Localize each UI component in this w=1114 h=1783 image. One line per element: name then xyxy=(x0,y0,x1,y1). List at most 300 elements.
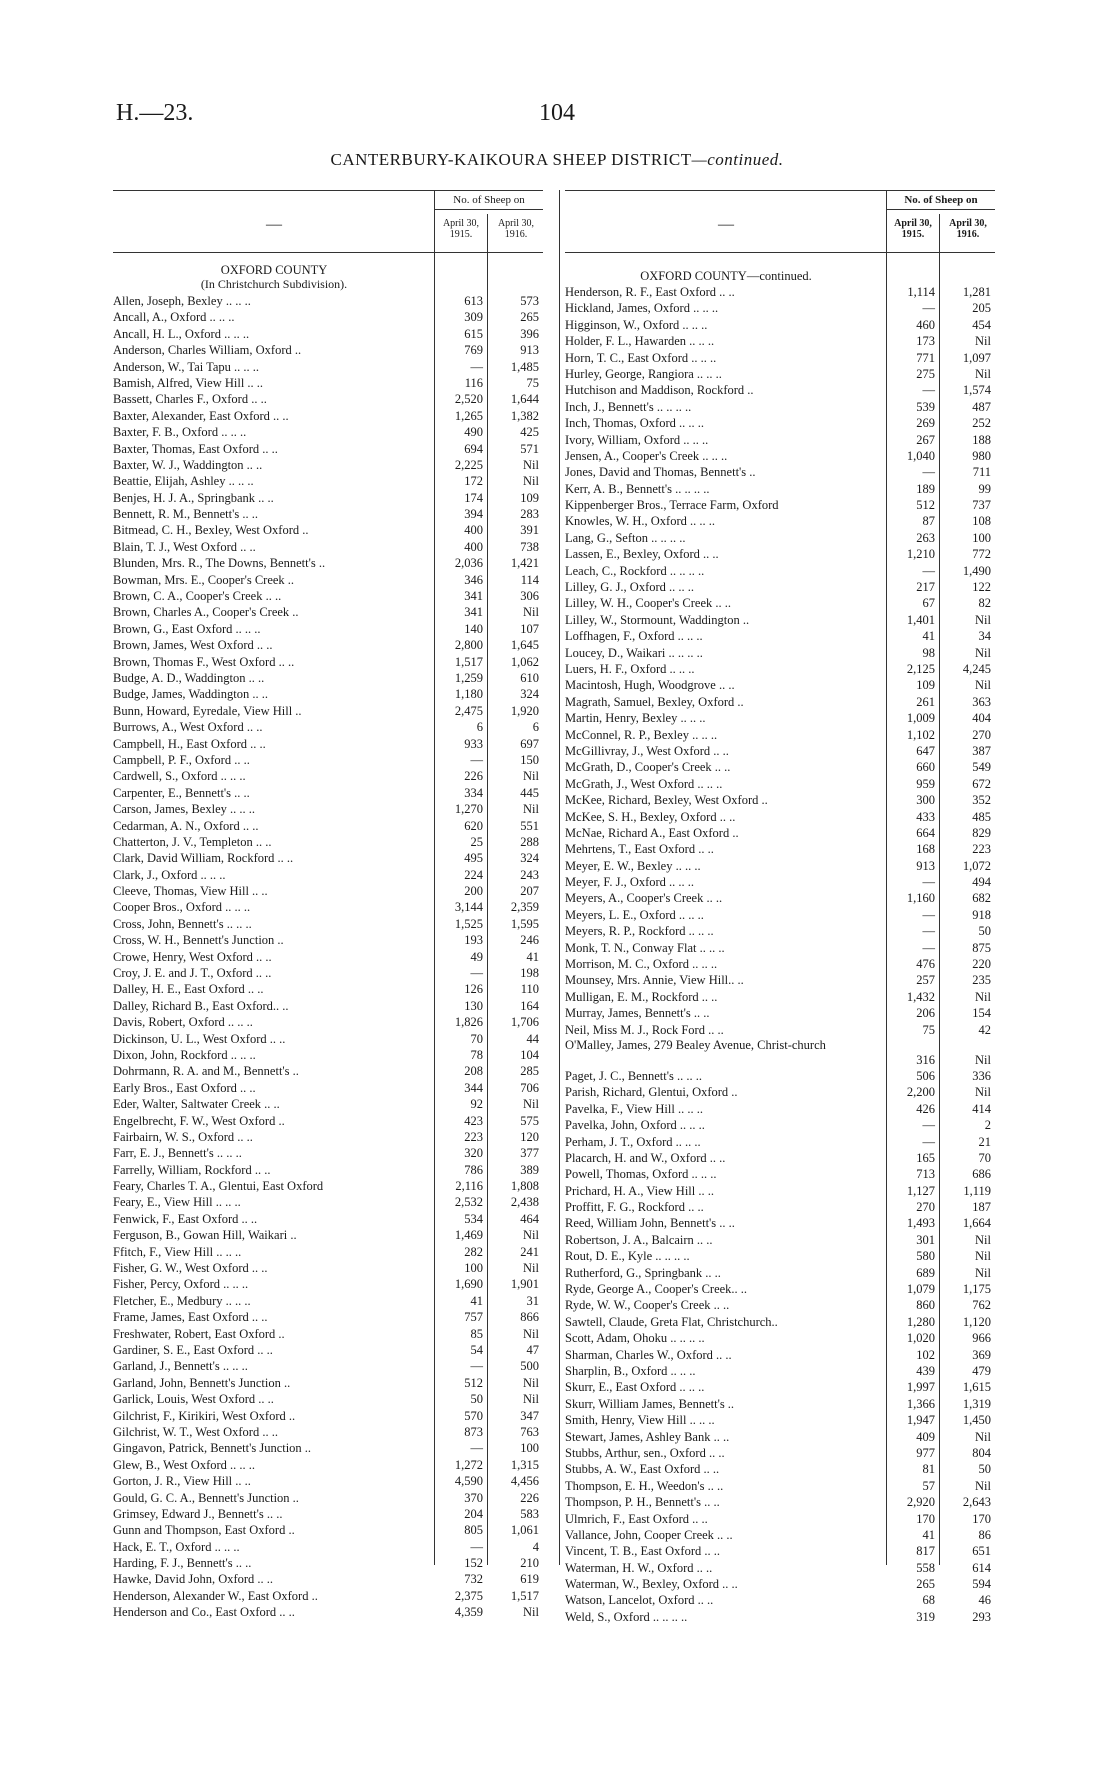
sheep-1916: 100 xyxy=(972,530,991,545)
sheep-1915: — xyxy=(922,1134,935,1149)
owner-name: Feary, E., View Hill .. .. .. xyxy=(113,1195,241,1210)
table-row xyxy=(565,1183,995,1199)
owner-name: Vallance, John, Cooper Creek .. .. xyxy=(565,1527,733,1542)
sheep-1916: 1,382 xyxy=(510,408,539,423)
owner-name: Meyers, L. E., Oxford .. .. .. xyxy=(565,907,704,922)
sheep-1916: Nil xyxy=(523,1326,539,1341)
table-row xyxy=(565,382,995,398)
owner-name: Meyers, A., Cooper's Creek .. .. xyxy=(565,891,723,906)
owner-name: Lilley, W., Stormount, Waddington .. xyxy=(565,612,750,627)
table-row xyxy=(113,867,543,883)
table-row xyxy=(113,1276,543,1292)
sheep-1915: 426 xyxy=(916,1101,935,1116)
sheep-1916: 464 xyxy=(520,1211,539,1226)
sheep-1916: 737 xyxy=(972,498,991,513)
owner-name: Scott, Adam, Ohoku .. .. .. .. xyxy=(565,1331,705,1346)
sheep-1915: 109 xyxy=(916,678,935,693)
sheep-1915: 433 xyxy=(916,809,935,824)
owner-name: Baxter, Thomas, East Oxford .. .. xyxy=(113,441,278,456)
table-row xyxy=(113,1342,543,1358)
sheep-1915: 873 xyxy=(464,1424,483,1439)
table-row xyxy=(113,342,543,358)
sheep-1915: 2,200 xyxy=(906,1085,935,1100)
table-row xyxy=(113,572,543,588)
sheep-1916: 324 xyxy=(520,851,539,866)
sheep-1916: 31 xyxy=(526,1293,539,1308)
sheep-1915: 409 xyxy=(916,1429,935,1444)
owner-name: Proffitt, F. G., Rockford .. .. xyxy=(565,1200,704,1215)
table-row xyxy=(565,579,995,595)
owner-name: Grimsey, Edward J., Bennett's .. .. xyxy=(113,1506,283,1521)
sheep-1916: 1,450 xyxy=(962,1413,991,1428)
title-suffix: —continued. xyxy=(691,150,784,169)
owner-name: Baxter, W. J., Waddington .. .. xyxy=(113,457,263,472)
table-row xyxy=(113,539,543,555)
sheep-1915: 4,359 xyxy=(454,1605,483,1620)
sheep-1916: 1,664 xyxy=(962,1216,991,1231)
owner-name: Robertson, J. A., Balcairn .. .. xyxy=(565,1232,713,1247)
sheep-1916: 75 xyxy=(526,375,539,390)
sheep-1916: 352 xyxy=(972,793,991,808)
sheep-1915: 316 xyxy=(916,1052,935,1067)
sheep-1915: 495 xyxy=(464,851,483,866)
table-row xyxy=(565,481,995,497)
table-row xyxy=(565,1150,995,1166)
table-row xyxy=(113,441,543,457)
sheep-1915: 913 xyxy=(916,858,935,873)
sheep-1915: 558 xyxy=(916,1560,935,1575)
sheep-1915: 68 xyxy=(922,1593,935,1608)
table-row xyxy=(565,1314,995,1330)
sheep-1915: 694 xyxy=(464,441,483,456)
sheep-1915: 193 xyxy=(464,933,483,948)
table-row xyxy=(113,1424,543,1440)
table-row xyxy=(113,949,543,965)
sheep-1916: 108 xyxy=(972,514,991,529)
owner-name: Beattie, Elijah, Ashley .. .. .. xyxy=(113,474,254,489)
sheep-1915: 1,997 xyxy=(906,1380,935,1395)
sheep-1916: 46 xyxy=(978,1593,991,1608)
sheep-1915: 261 xyxy=(916,694,935,709)
sheep-1915: 208 xyxy=(464,1064,483,1079)
owner-name: Campbell, P. F., Oxford .. .. xyxy=(113,752,250,767)
owner-name: McConnel, R. P., Bexley .. .. .. xyxy=(565,727,718,742)
owner-name: Reed, William John, Bennett's .. .. xyxy=(565,1216,735,1231)
owner-name: Vincent, T. B., East Oxford .. .. xyxy=(565,1544,721,1559)
sheep-count-header: No. of Sheep on xyxy=(435,194,543,210)
table-row xyxy=(113,1391,543,1407)
table-row xyxy=(565,694,995,710)
owner-name: Gould, G. C. A., Bennett's Junction .. xyxy=(113,1490,299,1505)
sheep-1915: — xyxy=(922,301,935,316)
sheep-1915: 301 xyxy=(916,1232,935,1247)
table-row xyxy=(113,686,543,702)
owner-name: Mulligan, E. M., Rockford .. .. xyxy=(565,989,718,1004)
table-row xyxy=(113,309,543,325)
sheep-1915: 81 xyxy=(922,1462,935,1477)
table-row xyxy=(565,1609,995,1625)
sheep-1915: 341 xyxy=(464,605,483,620)
owner-name: Gilchrist, W. T., West Oxford .. .. xyxy=(113,1424,278,1439)
table-row xyxy=(565,1527,995,1543)
table-row xyxy=(565,743,995,759)
table-row xyxy=(565,1429,995,1445)
owner-name: Dalley, Richard B., East Oxford.. .. xyxy=(113,998,289,1013)
owner-name: Clark, David William, Rockford .. .. xyxy=(113,851,294,866)
owner-name: Allen, Joseph, Bexley .. .. .. xyxy=(113,294,251,308)
table-row xyxy=(113,1178,543,1194)
sheep-1915: 4,590 xyxy=(454,1474,483,1489)
owner-name: Mounsey, Mrs. Annie, View Hill.. .. xyxy=(565,973,744,988)
sheep-1916: Nil xyxy=(975,1249,991,1264)
sheep-1916: 445 xyxy=(520,785,539,800)
sheep-1915: 49 xyxy=(470,949,483,964)
sheep-1916: 288 xyxy=(520,834,539,849)
table-row xyxy=(113,1555,543,1571)
owner-name: Macintosh, Hugh, Woodgrove .. .. xyxy=(565,678,735,693)
table-row xyxy=(565,776,995,792)
sheep-1915: 41 xyxy=(922,1527,935,1542)
table-row xyxy=(565,874,995,890)
table-row xyxy=(565,1101,995,1117)
sheep-1916: 485 xyxy=(972,809,991,824)
owner-name: Ancall, A., Oxford .. .. .. xyxy=(113,310,235,325)
sheep-1916: 1,097 xyxy=(962,350,991,365)
table-row xyxy=(113,703,543,719)
sheep-1916: 454 xyxy=(972,317,991,332)
owner-name: Lilley, W. H., Cooper's Creek .. .. xyxy=(565,596,732,611)
owner-name: Mehrtens, T., East Oxford .. .. xyxy=(565,842,714,857)
sheep-1915: 224 xyxy=(464,867,483,882)
table-row xyxy=(113,883,543,899)
sheep-1915: 344 xyxy=(464,1080,483,1095)
sheep-1915: 1,366 xyxy=(906,1396,935,1411)
table-row xyxy=(565,890,995,906)
table-row xyxy=(113,1309,543,1325)
sheep-1916: 1,421 xyxy=(510,556,539,571)
table-row xyxy=(113,850,543,866)
owner-name: Dalley, H. E., East Oxford .. .. xyxy=(113,982,264,997)
sheep-1915: — xyxy=(922,1118,935,1133)
owner-name: Hawke, David John, Oxford .. .. xyxy=(113,1572,274,1587)
table-row xyxy=(113,1604,543,1620)
owner-name: Baxter, Alexander, East Oxford .. .. xyxy=(113,408,289,423)
table-row xyxy=(565,513,995,529)
sheep-1916: 672 xyxy=(972,776,991,791)
table-row xyxy=(565,825,995,841)
table-row xyxy=(565,1576,995,1592)
sheep-1916: 164 xyxy=(520,998,539,1013)
sheep-1916: 107 xyxy=(520,621,539,636)
sheep-1915: — xyxy=(922,383,935,398)
sheep-1915: 206 xyxy=(916,1006,935,1021)
table-row xyxy=(113,1490,543,1506)
owner-name: Anderson, W., Tai Tapu .. .. .. xyxy=(113,359,260,374)
sheep-1915: 282 xyxy=(464,1244,483,1259)
table-row xyxy=(113,473,543,489)
owner-name: Croy, J. E. and J. T., Oxford .. .. xyxy=(113,966,272,981)
table-row xyxy=(113,1145,543,1161)
table-row xyxy=(565,366,995,382)
owner-name: Gunn and Thompson, East Oxford .. xyxy=(113,1523,295,1538)
table-row xyxy=(113,670,543,686)
sheep-1915: 116 xyxy=(464,375,483,390)
owner-name: Bennett, R. M., Bennett's .. .. xyxy=(113,507,258,522)
owner-name: Morrison, M. C., Oxford .. .. .. xyxy=(565,957,718,972)
right-rows xyxy=(565,284,995,1625)
owner-name: Fisher, G. W., West Oxford .. .. xyxy=(113,1261,268,1276)
sheep-1915: 713 xyxy=(916,1167,935,1182)
owner-name: Lassen, E., Bexley, Oxford .. .. xyxy=(565,547,719,562)
sheep-1916: 223 xyxy=(972,842,991,857)
owner-name: Kippenberger Bros., Terrace Farm, Oxford xyxy=(565,498,779,513)
sheep-1915: 170 xyxy=(916,1511,935,1526)
table-row xyxy=(565,1166,995,1182)
sheep-1916: Nil xyxy=(975,1478,991,1493)
sheep-1916: Nil xyxy=(523,457,539,472)
sheep-1916: Nil xyxy=(975,678,991,693)
table-row xyxy=(113,637,543,653)
table-row xyxy=(565,1199,995,1215)
sheep-1916: 1,315 xyxy=(510,1457,539,1472)
owner-name: Henderson and Co., East Oxford .. .. xyxy=(113,1605,295,1620)
sheep-1916: 711 xyxy=(972,465,991,480)
owner-name: Prichard, H. A., View Hill .. .. xyxy=(565,1183,715,1198)
sheep-1915: 660 xyxy=(916,760,935,775)
owner-name: Ancall, H. L., Oxford .. .. .. xyxy=(113,326,250,341)
sheep-1916: Nil xyxy=(523,1375,539,1390)
sheep-1915: 309 xyxy=(464,310,483,325)
sheep-1915: 1,525 xyxy=(454,916,483,931)
sheep-1915: 817 xyxy=(916,1544,935,1559)
owner-name: Fairbairn, W. S., Oxford .. .. xyxy=(113,1129,253,1144)
table-row xyxy=(113,1506,543,1522)
owner-name: Blain, T. J., West Oxford .. .. xyxy=(113,539,256,554)
right-section-title: OXFORD COUNTY—continued. xyxy=(640,269,812,283)
sheep-1916: 6 xyxy=(532,720,539,735)
sheep-1915: 217 xyxy=(916,580,935,595)
table-row xyxy=(565,972,995,988)
sheep-1916: 1,281 xyxy=(962,285,991,299)
sheep-1916: 494 xyxy=(972,875,991,890)
owner-name: Waterman, H. W., Oxford .. .. xyxy=(565,1560,713,1575)
owner-name: McNae, Richard A., East Oxford .. xyxy=(565,825,739,840)
sheep-1915: 786 xyxy=(464,1162,483,1177)
table-row xyxy=(113,408,543,424)
sheep-1915: 54 xyxy=(470,1343,483,1357)
sheep-1916: Nil xyxy=(523,1261,539,1276)
table-row xyxy=(565,350,995,366)
sheep-1916: 377 xyxy=(520,1146,539,1161)
table-row xyxy=(565,530,995,546)
sheep-1916: 246 xyxy=(520,933,539,948)
table-row xyxy=(565,792,995,808)
sheep-1916: Nil xyxy=(523,474,539,489)
owner-name: Smith, Henry, View Hill .. .. .. xyxy=(565,1413,715,1428)
sheep-1915: 2,116 xyxy=(455,1179,483,1194)
sheep-1915: 1,127 xyxy=(906,1183,935,1198)
owner-name: Brown, James, West Oxford .. .. xyxy=(113,638,273,653)
table-row xyxy=(113,1326,543,1342)
sheep-1916: 571 xyxy=(520,441,539,456)
sheep-1915: 580 xyxy=(916,1249,935,1264)
sheep-1915: 174 xyxy=(464,490,483,505)
sheep-1915: — xyxy=(470,1359,483,1374)
sheep-1915: 200 xyxy=(464,884,483,899)
sheep-1915: 168 xyxy=(916,842,935,857)
sheep-1915: 1,270 xyxy=(454,802,483,817)
owner-name: Campbell, H., East Oxford .. .. xyxy=(113,736,266,751)
owner-name: Jensen, A., Cooper's Creek .. .. .. xyxy=(565,448,728,463)
sheep-1916: 966 xyxy=(972,1331,991,1346)
sheep-1915: 400 xyxy=(464,523,483,538)
sheep-1915: 2,036 xyxy=(454,556,483,571)
sheep-1915: — xyxy=(922,907,935,922)
table-row xyxy=(565,1363,995,1379)
sheep-1916: 389 xyxy=(520,1162,539,1177)
owner-name: Luers, H. F., Oxford .. .. .. xyxy=(565,661,695,676)
sheep-1915: 805 xyxy=(464,1523,483,1538)
table-row xyxy=(113,785,543,801)
table-row xyxy=(565,1347,995,1363)
table-row xyxy=(113,768,543,784)
sheep-1916: 50 xyxy=(978,1462,991,1477)
sheep-1915: 41 xyxy=(922,629,935,644)
sheep-1916: 866 xyxy=(520,1310,539,1325)
table-row xyxy=(113,1375,543,1391)
sheep-1915: 2,375 xyxy=(454,1588,483,1603)
sheep-1915: 226 xyxy=(464,769,483,784)
owner-name: Harding, F. J., Bennett's .. .. xyxy=(113,1556,252,1571)
table-row xyxy=(113,1194,543,1210)
owner-name: Fisher, Percy, Oxford .. .. .. xyxy=(113,1277,249,1292)
sheep-1915: 257 xyxy=(916,973,935,988)
sheep-1915: 423 xyxy=(464,1113,483,1128)
sheep-1916: 2 xyxy=(984,1118,991,1133)
sheep-1916: Nil xyxy=(975,1429,991,1444)
sheep-1916: Nil xyxy=(523,769,539,784)
sheep-1916: Nil xyxy=(523,1228,539,1243)
sheep-1915: 615 xyxy=(464,326,483,341)
sheep-1916: 150 xyxy=(520,752,539,767)
sheep-1916: 829 xyxy=(972,825,991,840)
sheep-1916: Nil xyxy=(523,802,539,817)
sheep-1915: 140 xyxy=(464,621,483,636)
table-row xyxy=(565,989,995,1005)
owner-name: Garlick, Louis, West Oxford .. .. xyxy=(113,1392,274,1407)
sheep-1916: 34 xyxy=(978,629,991,644)
owner-name: Gingavon, Patrick, Bennett's Junction .. xyxy=(113,1441,312,1456)
sheep-1916: 1,119 xyxy=(963,1183,991,1198)
table-row xyxy=(565,1461,995,1477)
sheep-1916: 1,485 xyxy=(510,359,539,374)
sheep-1916: 1,645 xyxy=(510,638,539,653)
owner-name: Early Bros., East Oxford .. .. xyxy=(113,1080,256,1095)
table-row xyxy=(565,432,995,448)
sheep-1916: 614 xyxy=(972,1560,991,1575)
sheep-1915: 506 xyxy=(916,1068,935,1083)
sheep-1916: 1,574 xyxy=(962,383,991,398)
table-row xyxy=(113,457,543,473)
table-row xyxy=(565,497,995,513)
table-row xyxy=(113,1588,543,1604)
sheep-1916: 487 xyxy=(972,399,991,414)
sheep-1915: 2,125 xyxy=(906,661,935,676)
table-row xyxy=(565,1396,995,1412)
sheep-1916: 187 xyxy=(972,1200,991,1215)
sheep-1916: 387 xyxy=(972,743,991,758)
sheep-1915: 689 xyxy=(916,1265,935,1280)
sheep-1916: 549 xyxy=(972,760,991,775)
sheep-1916: 2,438 xyxy=(510,1195,539,1210)
table-row xyxy=(113,1440,543,1456)
table-row xyxy=(113,522,543,538)
table-row xyxy=(113,588,543,604)
sheep-1916: 21 xyxy=(978,1134,991,1149)
sheep-1915: 1,180 xyxy=(454,687,483,702)
table-row xyxy=(565,858,995,874)
table-row xyxy=(113,736,543,752)
sheep-1916: 347 xyxy=(520,1408,539,1423)
owner-name: Meyer, F. J., Oxford .. .. .. xyxy=(565,875,695,890)
sheep-1916: 697 xyxy=(520,736,539,751)
sheep-1915: 620 xyxy=(464,818,483,833)
table-row xyxy=(113,490,543,506)
owner-name: Freshwater, Robert, East Oxford .. xyxy=(113,1326,285,1341)
sheep-1915: 370 xyxy=(464,1490,483,1505)
sheep-1915: 269 xyxy=(916,416,935,431)
table-row xyxy=(565,317,995,333)
sheep-1915: — xyxy=(922,940,935,955)
sheep-1916: 1,901 xyxy=(510,1277,539,1292)
sheep-1915: 346 xyxy=(464,572,483,587)
owner-name: Ryde, George A., Cooper's Creek.. .. xyxy=(565,1282,748,1297)
table-row xyxy=(113,965,543,981)
sheep-1915: 534 xyxy=(464,1211,483,1226)
sheep-1916: 1,120 xyxy=(962,1314,991,1329)
owner-name: Cedarman, A. N., Oxford .. .. xyxy=(113,818,259,833)
table-row xyxy=(113,326,543,342)
sheep-1915: 2,225 xyxy=(454,457,483,472)
owner-name: Stubbs, A. W., East Oxford .. .. xyxy=(565,1462,720,1477)
sheep-1915: 334 xyxy=(464,785,483,800)
table-row xyxy=(113,1162,543,1178)
sheep-1915: 300 xyxy=(916,793,935,808)
owner-name: Sawtell, Claude, Greta Flat, Christchurch.. xyxy=(565,1314,778,1329)
owner-name: Dixon, John, Rockford .. .. .. xyxy=(113,1047,256,1062)
table-row xyxy=(113,1031,543,1047)
sheep-1916: 100 xyxy=(520,1441,539,1456)
owner-name: McGrath, D., Cooper's Creek .. .. xyxy=(565,760,731,775)
table-row xyxy=(113,391,543,407)
sheep-1915: 75 xyxy=(922,1022,935,1037)
sheep-1916: Nil xyxy=(975,334,991,349)
sheep-1915: 319 xyxy=(916,1609,935,1624)
owner-name: Henderson, Alexander W., East Oxford .. xyxy=(113,1588,318,1603)
owner-name: Watson, Lancelot, Oxford .. .. xyxy=(565,1593,714,1608)
owner-name: Bamish, Alfred, View Hill .. .. xyxy=(113,375,264,390)
sheep-1916: 293 xyxy=(972,1609,991,1624)
table-row xyxy=(113,1571,543,1587)
sheep-1916: 205 xyxy=(972,301,991,316)
sheep-1915: 2,475 xyxy=(454,703,483,718)
sheep-1916: Nil xyxy=(523,1605,539,1620)
table-row xyxy=(565,399,995,415)
owner-name: Rout, D. E., Kyle .. .. .. .. xyxy=(565,1249,690,1264)
sheep-1916: 283 xyxy=(520,507,539,522)
sheep-1915: 2,532 xyxy=(454,1195,483,1210)
year-1915-header xyxy=(887,218,939,240)
